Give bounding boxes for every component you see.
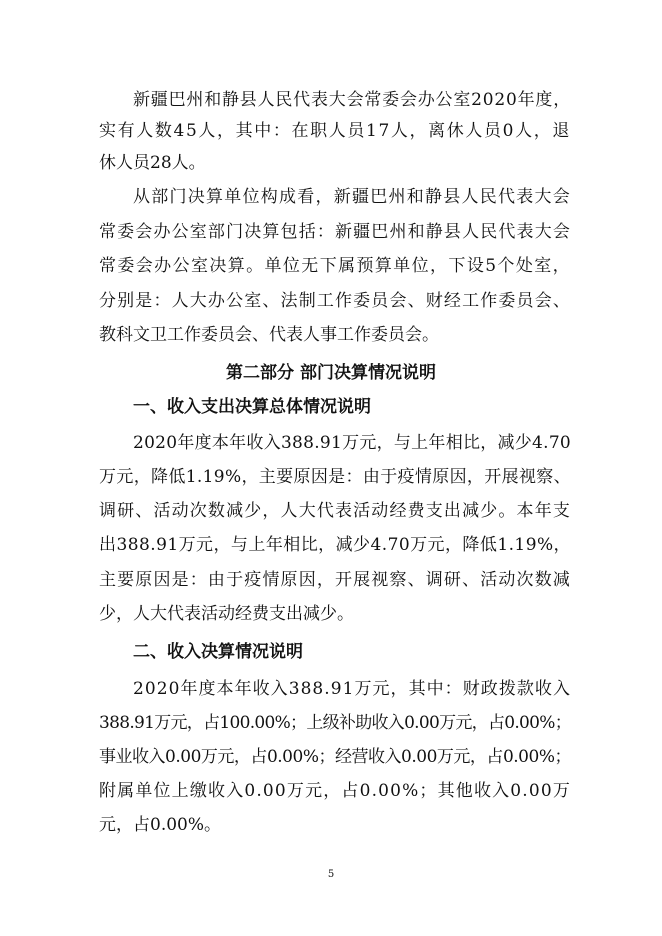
line-text: 教科文卫工作委员会、代表人事工作委员会。	[99, 325, 439, 345]
section-heading-2	[0, 637, 662, 667]
paragraph-line	[0, 599, 662, 629]
line-text: 分别是：人大办公室、法制工作委员会、财经工作委员会、	[99, 291, 571, 311]
line-text: 新疆巴州和静县人民代表大会常委会办公室2020年度，	[133, 90, 571, 110]
paragraph-line	[0, 217, 662, 247]
paragraph-line	[0, 674, 662, 704]
part-title-text: 第二部分 部门决算情况说明	[226, 363, 436, 383]
paragraph-line	[0, 565, 662, 595]
line-text: 388.91万元，占100.00%；上级补助收入0.00万元，占0.00%；	[99, 713, 571, 733]
line-text: 少，人大代表活动经费支出减少。	[99, 604, 354, 624]
section-heading-1	[0, 392, 662, 422]
line-text: 实有人数45人，其中：在职人员17人，离休人员0人，退	[99, 121, 571, 141]
line-text: 休人员28人。	[99, 153, 206, 173]
paragraph-line	[0, 85, 662, 115]
paragraph-line	[0, 708, 662, 738]
line-text: 常委会办公室决算。单位无下属预算单位，下设5个处室，	[99, 256, 571, 276]
paragraph-line	[0, 496, 662, 526]
line-text: 2020年度本年收入388.91万元，与上年相比，减少4.70	[133, 433, 571, 453]
line-text: 附属单位上缴收入0.00万元，占0.00%；其他收入0.00万	[99, 781, 571, 801]
line-text: 元，占0.00%。	[99, 815, 222, 835]
paragraph-line	[0, 530, 662, 560]
paragraph-line	[0, 462, 662, 492]
paragraph-line	[0, 776, 662, 806]
line-text: 从部门决算单位构成看，新疆巴州和静县人民代表大会	[133, 187, 571, 207]
paragraph-line	[0, 810, 662, 840]
line-text: 万元，降低1.19%，主要原因是：由于疫情原因，开展视察、	[99, 467, 571, 487]
line-text: 常委会办公室部门决算包括：新疆巴州和静县人民代表大会	[99, 222, 571, 242]
paragraph-line	[0, 320, 662, 350]
section-heading-text: 一、收入支出决算总体情况说明	[133, 397, 371, 417]
paragraph-line	[0, 286, 662, 316]
page-number: 5	[327, 869, 335, 880]
line-text: 调研、活动次数减少，人大代表活动经费支出减少。本年支	[99, 501, 571, 521]
line-text: 事业收入0.00万元，占0.00%；经营收入0.00万元，占0.00%；	[99, 747, 571, 767]
paragraph-line	[0, 428, 662, 458]
paragraph-line	[0, 116, 662, 146]
line-text: 主要原因是：由于疫情原因，开展视察、调研、活动次数减	[99, 570, 571, 590]
paragraph-line	[0, 251, 662, 281]
paragraph-line	[0, 148, 662, 178]
paragraph-line	[0, 742, 662, 772]
line-text: 2020年度本年收入388.91万元，其中：财政拨款收入	[133, 679, 571, 699]
part-title	[0, 358, 662, 388]
section-heading-text: 二、收入决算情况说明	[133, 642, 303, 662]
line-text: 出388.91万元，与上年相比，减少4.70万元，降低1.19%，	[99, 535, 571, 555]
paragraph-line	[0, 182, 662, 212]
